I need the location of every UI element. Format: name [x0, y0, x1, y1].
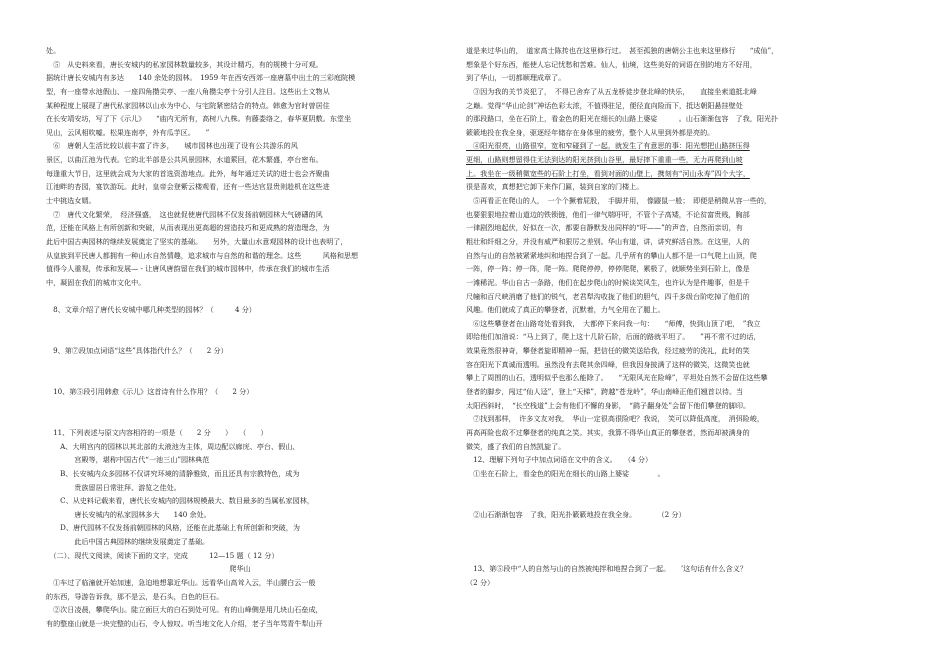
- text-line: [466, 494, 906, 508]
- text-line: [46, 290, 434, 304]
- text-line: 从皇族到平民唐人都拥有一种山水自然情趣，追求城市与自然的和谐的理念。这些 风格和思想: [46, 250, 359, 260]
- text-line: 值得今人重视，传承和发展— - 让唐风唐韵留在我们的城市园林中，传承在我们的城市生活: [46, 264, 330, 274]
- text-line: A、大明宫内的园林以其北部的太液池为主体，周边配以廊庑、亭台、假山、: [46, 441, 300, 451]
- text-line: 某种程度上展现了唐代私家园林以山水为中心、与宅院紧密结合的特点。韩愈为官时曾居住: [46, 100, 330, 110]
- text-line: 容在阳光下真诚而透明。虽然没有去爬其余四峰，但我因身披满了这样的微笑，这微笑也就: [466, 359, 750, 369]
- text-line: B、长安城内众多园林不仅讲究环境的清静雅致，而且还具有宗教特色，成为: [46, 468, 300, 478]
- text-line: C、从史料记载来看，唐代长安城内的园林规模最大、数目最多的当属私家园林，: [46, 496, 314, 506]
- text-line: 即给他们加油说：“马上到了，爬上这十几阶石阶，后面的路就平坦了。 ”再不常不过的话，: [466, 332, 761, 342]
- text-line: 更细，山路则想留得住无法到达的阳光挤到山谷里，最好摔下重重一些，无力再爬到山坡: [466, 155, 743, 165]
- right-column: [466, 44, 906, 590]
- text-line: 一阵，停一阵；停一阵，爬一阵。爬爬停停，停停爬爬，累极了，就顺势坐到石阶上，像是: [466, 264, 750, 274]
- text-line: 处。: [46, 46, 61, 55]
- text-line: ⑥这些攀登者在山路弯处看到我， 大都停下来问我一句： “师傅，快到山顶了吧， ”我立: [466, 318, 761, 328]
- text-line: 想象是个好东西，能使人忘记忧愁和苦难。仙人，仙境，这些美好的词语在别的地方不好用，: [466, 59, 757, 69]
- text-line: 中，凝固在我们的城市文化中。: [46, 277, 146, 287]
- text-line: 型，有一座带水池假山、一座四角攒尖亭、一座八角攒尖亭十分引人注目。这些出土文物从: [46, 86, 330, 96]
- text-line: 道是来过华山的， 道家高士陈抟也在这里修行过。 甚至孤独的唐朝公主也来这里修行 “成仙”，: [466, 46, 779, 55]
- text-line: ⑦ 唐代文化繁荣， 经济强盛， 这也就促使唐代园林不仅发扬前朝园林大气磅礴的风: [46, 209, 323, 219]
- text-line: D、唐代园林不仅发扬前朝园林的风格，还能在此基础上有所创新和突破，为: [46, 523, 300, 533]
- text-line: ⑦找到那样， 许多文友对我， 华山一定很高很险吧？我说， 笑可以降低高度， 消弭险峻，: [466, 414, 764, 424]
- text-line: 自然与山的自然被紧紧地纠和地捏合到了一起。几乎所有的攀山人都不是一口气爬上山顶，爬: [466, 250, 757, 260]
- text-line: 风趣。他们就成了真正的攀登者，沉默着，力气全用在了腿上。: [466, 305, 665, 315]
- text-line: 粗壮和纤细之分，并没有威严和狠厉之差别。华山有道，讲，讲究鲜活自然。在这里，人的: [466, 236, 750, 246]
- text-line: 此后中国古典园林的继续发展奠定了坚实的基础。 另外，大量山水意观园林的设计也表明了，: [46, 236, 348, 246]
- text-line: （2 分）: [466, 577, 495, 587]
- left-column: [46, 44, 434, 631]
- text-line: 的那段路口，坐在石阶上，看金色的阳光在细长的山路上婆娑 。山石渐渐包容 了我，阳光扑: [466, 114, 779, 124]
- text-line: [466, 481, 906, 495]
- text-line: 据统计唐长安城内有多达 140 余处的园林。 1959 年在西安西郊一座唐墓中出土的三彩庭院模: [46, 73, 356, 83]
- text-line: 的东西，导游告诉我，那不是云，是石头，白色的巨石。: [46, 591, 224, 601]
- text-line: ③因为我的关节炎犯了， 不得已舍弃了从五龙桥徒步登北峰的快乐， 直接坐索道抵北峰: [466, 86, 757, 96]
- text-line: 攀上了周围的山石，透明似乎也那么能除了。 “无限风光在险峰”，平坦处自然不会留住这些攀: [466, 373, 768, 383]
- text-line: ④阳光很亮，山路很窄，宽和窄碰到了一起，就发生了有意思的事：阳光想把山路挤压得: [466, 141, 750, 151]
- text-line: 10、第⑤段引用韩愈《示儿》这首诗有什么作用？（ 2 分）: [46, 387, 254, 397]
- text-line: 效果竟然很神奇，攀登者旋即精神一振，把信任的微笑送给我，经过疲劳的洗礼，此时的笑: [466, 346, 750, 356]
- text-line: 12、理解下列句子中加点词语在文中的含义。 （4 分）: [466, 455, 653, 465]
- text-line: 此后中国古典园林的继续发展奠定了基础。: [46, 537, 210, 547]
- text-line: [46, 371, 434, 385]
- text-line: [466, 521, 906, 535]
- text-line: 也要狠狠地拉着山道边的铁锁链，他们一律气喘吁吁，不管个子高矮，不论贫富贵贱，胸部: [466, 209, 750, 219]
- text-line: 簌簌地投在我全身，驱逐经年储存在身体里的疲劳，整个人从里到外都是亮的。: [466, 127, 715, 137]
- text-line: 太阳西斜时， “长空栈道”上会有他们不懈的身影， “鹞子翻身处”会留下他们攀登的脚印。: [466, 400, 751, 410]
- text-line: 11、下列表述与原文内容相符的一项是（ 2 分 ） （ ）: [46, 427, 268, 437]
- text-line: ①车过了临潼就开始加速，急迫地想靠近华山。远看华山高耸入云，半山腰白云一般: [46, 577, 316, 587]
- text-line: 江池畔的杏园，宴饮游玩。此时，皇帝会登紫云楼观看，还有一些达官显贵则趁机在这些进: [46, 182, 330, 192]
- text-line: ⑥ 唐朝人生活比较以前丰富了许多， 城市园林也出现了设有公共游乐的风: [46, 141, 298, 151]
- text-line: 登者的脚步，闯过“仙人迳”，登上“天梯”，跨越“苍龙岭”，华山南峰正他们翘首以待。当: [466, 387, 744, 397]
- text-line: 8、文章介绍了唐代长安城中哪几种类型的园林？（ 4 分）: [46, 305, 256, 315]
- text-line: 范，还能在风格上有所创新和突破，从而表现出更高超的营造技巧和更成熟的营造理念，为: [46, 223, 330, 233]
- text-line: 每逢重大节日，这里就会成为大家的首选资游地点。此外，每年通过关试的进士也会齐聚曲: [46, 168, 330, 178]
- text-line: 一滩稀泥。华山自古一条路，他们在起步爬山的时候谈笑风生，也许认为是件趣事，但是千: [466, 277, 750, 287]
- text-line: [466, 549, 906, 563]
- text-line: 贵族留居日常驻拜、游览之佳处。: [46, 482, 181, 492]
- text-line: 士中挑选女婿。: [46, 196, 96, 206]
- text-line: ⑤ 从史料来看，唐长安城内的私家园林数量较多，其设计精巧，有的规模十分可观。: [46, 59, 323, 69]
- text-line: [466, 535, 906, 549]
- text-line: 宫殿等，堪称中国古代“一池三山”园林典范: [46, 455, 210, 465]
- text-line: 再高再险也敌不过攀登者的纯真之笑。其实，我算不得华山真正的攀登者，然而却被满身的: [466, 427, 750, 437]
- text-line: 一律剧烈地起伏，好似在一次，都要自静默发出同样的“吁——”的声音，自然而亲切，有: [466, 223, 743, 233]
- text-line: 到了华山，一切都顺理成章了。: [466, 73, 566, 83]
- text-line: 13、第⑤段中“人的自然与山的自然被纯拌和地捏合到了一起。 ’这句话有什么含义？: [466, 564, 747, 574]
- text-line: 上。我坐在一级稍微宽些的石阶上打坐，看到对面的山壁上，携刻有“河山永寿”四个大字，: [466, 168, 750, 178]
- text-line: ①坐在石阶上，看金色的阳光在细长的山路上婆娑 。: [466, 468, 665, 478]
- text-line: 尺幢和百尺峡消磨了他们的锐气，老君犁沟收拢了他们的胆气，四千多级台阶吃掉了他们的: [466, 291, 750, 301]
- text-line: 景区，以曲江池为代表。它的北半部是公共风景园林，水道萦回，花木繁盛，亭台密布。: [46, 155, 323, 165]
- text-line: 很是喜欢，真想把它卸下来作门匾，装到自家的门楼上。: [466, 182, 644, 192]
- text-line: 之巅。觉得“华山论剑”神话色彩太浓，不值得驻足，便径直向险而下，抵达朝阳悬挂壁处: [466, 100, 743, 110]
- text-line: ②山石渐渐包容 了我，阳光扑簌簌地投在我全身。 （2 分）: [466, 509, 686, 519]
- text-line: 在长安靖安坊，写了下《示儿》 “庙内无所有，高树八九株。有藤娄络之，春华夏阴敷。东堂坐: [46, 114, 352, 124]
- text-line: （二）、现代文阅读，阅读下面的文字，完成 12—15 题（ 12 分）: [46, 550, 279, 560]
- text-line: [46, 317, 434, 331]
- text-line: [46, 399, 434, 413]
- text-line: [46, 412, 434, 426]
- text-line: [46, 358, 434, 372]
- text-line: ⑤再看正在爬山的人， 一个个撅着屁股， 手脚并用， 像鼹鼠一般； 即便是稍微从容一些的，: [466, 196, 772, 206]
- text-line: 见山，云风相吹嘘。松果连南亭，外有瓜芋区。 ”: [46, 127, 210, 137]
- text-line: 9、第⑦段加点词语“这些”具体指代什么？（ 2 分）: [46, 346, 228, 356]
- text-line: ②次日凌晨，攀爬华山。陡立面巨大的白石到处可见。有的山峰侧是用几块山石垒成，: [46, 605, 323, 615]
- text-line: 有的整座山就是一块完整的山石，令人惊叹。听当地文化人介绍，老子当年骂青牛犁山开: [46, 618, 323, 628]
- text-line: 唐长安城内的私家园林多大 140 余处。: [46, 509, 211, 519]
- text-line: 微笑，盛了我们的自然凯旋了。: [466, 441, 566, 451]
- text-line: 爬华山: [229, 564, 251, 574]
- text-line: [46, 330, 434, 344]
